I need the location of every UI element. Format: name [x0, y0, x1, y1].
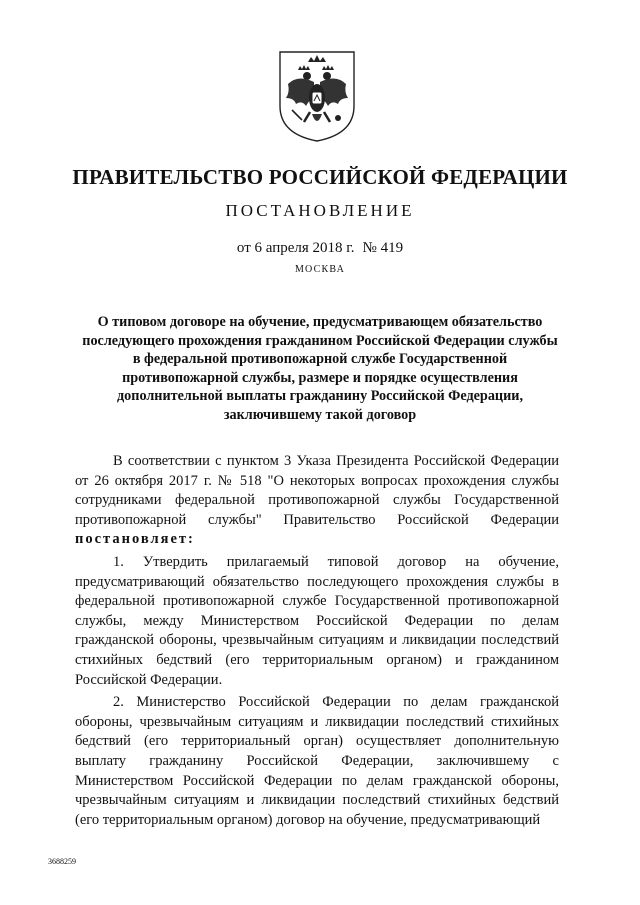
decree-word: постановляет:	[75, 531, 195, 548]
russian-coat-of-arms-icon	[276, 48, 358, 144]
intro-text: В соответствии с пунктом 3 Указа Президента Российской Федерации от 26 октября 2017 г. № 518 "О некоторых вопросах прохождения службы сотрудниками федеральной противопожарной службы Государственной противопожарной службы" Правительство Российской Федерации	[75, 453, 559, 528]
document-heading: О типовом договоре на обучение, предусматривающем обязательство последующего прохождения гражданином Российской Федерации службы в федеральной противопожарной службе Государственной противопожарной службы, размере и порядке осуществления дополнительной выплаты гражданину Российской Федерации, заключившему такой договор	[82, 314, 558, 423]
document-type: ПОСТАНОВЛЕНИЕ	[225, 201, 415, 220]
intro-paragraph	[75, 452, 559, 550]
document-number: № 419	[362, 240, 404, 256]
paragraph-item-1: 1. Утвердить прилагаемый типовой договор на обучение, предусматривающий обязательство последующего прохождения службы в федеральной противопожарной службе Государственной противопожарной службы, между Министерством Российской Федерации по делам гражданской обороны, чрезвычайным ситуациям и ликвидации последствий стихийных бедствий (его территориальным органом) и гражданином Российской Федерации.	[75, 553, 559, 688]
paragraph-item-2: 2. Министерство Российской Федерации по делам гражданской обороны, чрезвычайным ситуациям и ликвидации последствий стихийных бедствий (его территориальный орган) осуществляет дополнительную выплату гражданину Российской Федерации, заключившему с Министерством Российской Федерации по делам гражданской обороны, чрезвычайным ситуациям и ликвидации последствий стихийных бедствий (его территориальным органом) договор на обучение, предусматривающий	[75, 694, 559, 828]
government-title: ПРАВИТЕЛЬСТВО РОССИЙСКОЙ ФЕДЕРАЦИИ	[72, 165, 568, 189]
document-date-line	[0, 240, 640, 257]
document-date: от 6 апреля 2018 г.	[236, 240, 355, 256]
document-body	[75, 452, 559, 833]
document-city: МОСКВА	[294, 264, 346, 275]
footer-code: 3688259	[48, 857, 76, 866]
